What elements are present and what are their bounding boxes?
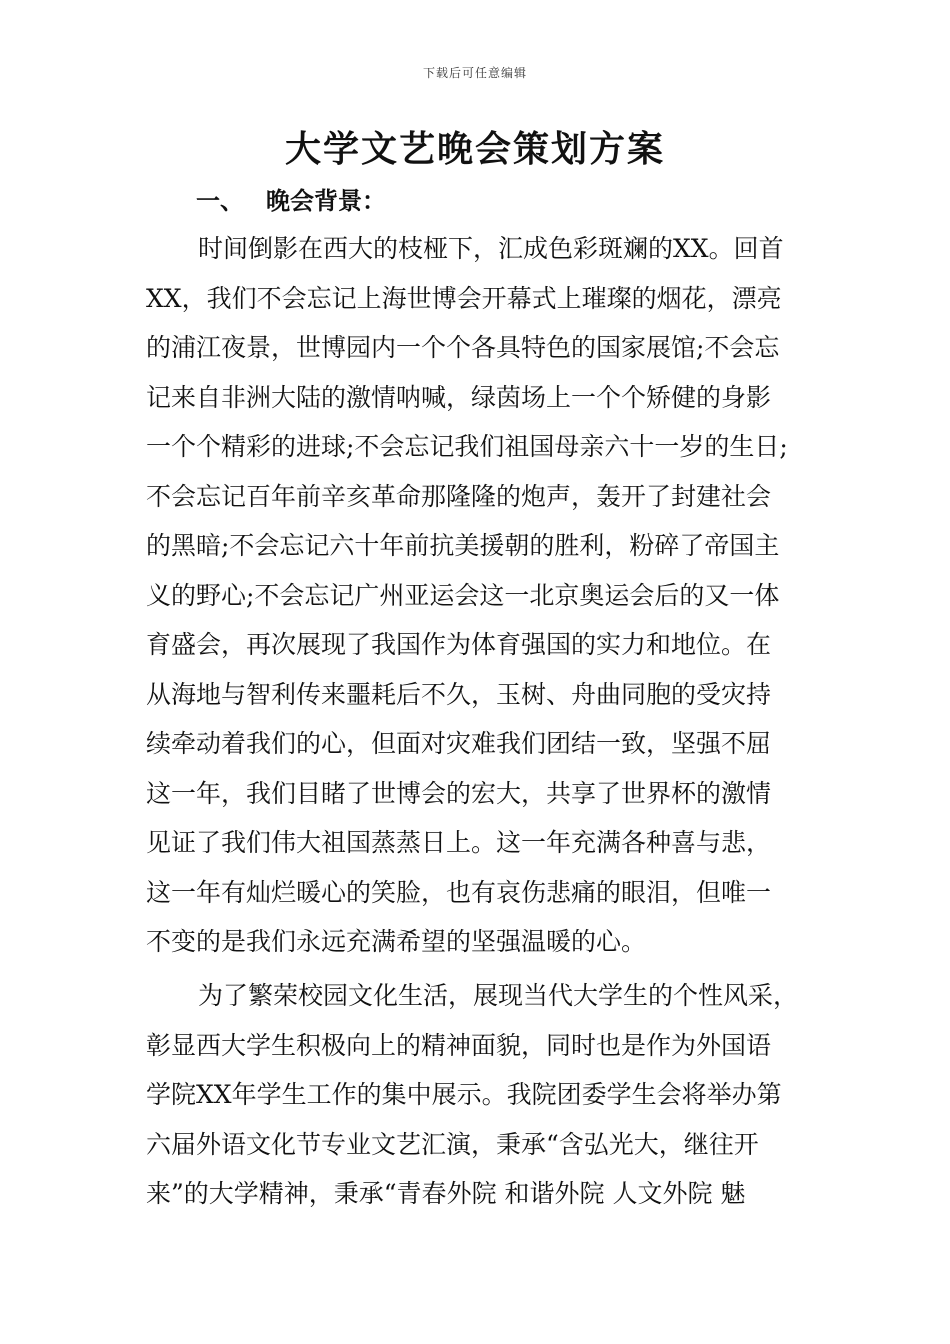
paragraph-line: 来”的大学精神，秉承“青春外院 和谐外院 人文外院 魅 xyxy=(146,1179,746,1208)
paragraph-line: 育盛会，再次展现了我国作为体育强国的实力和地位。在 xyxy=(146,630,772,659)
header-note: 下载后可任意编辑 xyxy=(422,66,527,80)
paragraph-line: 不变的是我们永远充满希望的坚强温暖的心。 xyxy=(146,927,647,956)
paragraph-purpose xyxy=(146,971,826,1219)
section-heading-text: 晚会背景： xyxy=(266,186,386,215)
section-number: 一、 xyxy=(196,186,244,215)
paragraph-line: 彰显西大学生积极向上的精神面貌，同时也是作为外国语 xyxy=(146,1030,772,1060)
paragraph-line: 为了繁荣校园文化生活，展现当代大学生的个性风采， xyxy=(198,981,799,1010)
paragraph-line: 义的野心;不会忘记广州亚运会这一北京奥运会后的又一体 xyxy=(146,580,780,610)
paragraph-line: 的黑暗;不会忘记六十年前抗美援朝的胜利，粉碎了帝国主 xyxy=(146,531,780,560)
paragraph-line: 这一年，我们目睹了世博会的宏大，共享了世界杯的激情 xyxy=(146,778,772,808)
paragraph-line: 记来自非洲大陆的激情呐喊，绿茵场上一个个矫健的身影 xyxy=(146,382,772,412)
paragraph-line: 续牵动着我们的心，但面对灾难我们团结一致，坚强不屈 xyxy=(146,729,772,758)
paragraph-line: 一个个精彩的进球;不会忘记我们祖国母亲六十一岁的生日; xyxy=(146,432,788,461)
paragraph-background xyxy=(146,224,826,967)
paragraph-line: XX，我们不会忘记上海世博会开幕式上璀璨的烟花，漂亮 xyxy=(146,283,782,313)
paragraph-line: 的浦江夜景，世博园内一个个各具特色的国家展馆;不会忘 xyxy=(146,333,780,362)
paragraph-line: 不会忘记百年前辛亥革命那隆隆的炮声，轰开了封建社会 xyxy=(146,481,772,511)
paragraph-line: 见证了我们伟大祖国蒸蒸日上。这一年充满各种喜与悲， xyxy=(146,828,772,857)
section-heading xyxy=(196,184,386,218)
paragraph-line: 从海地与智利传来噩耗后不久，玉树、舟曲同胞的受灾持 xyxy=(146,679,772,709)
paragraph-line: 学院XX年学生工作的集中展示。我院团委学生会将举办第 xyxy=(146,1080,782,1109)
paragraph-line: 时间倒影在西大的枝桠下，汇成色彩斑斓的XX。回首 xyxy=(198,234,784,263)
paragraph-line: 这一年有灿烂暖心的笑脸，也有哀伤悲痛的眼泪，但唯一 xyxy=(146,877,772,907)
document-title: 大学文艺晚会策划方案 xyxy=(284,129,665,170)
paragraph-line: 六届外语文化节专业文艺汇演，秉承“含弘光大，继往开 xyxy=(146,1129,759,1159)
